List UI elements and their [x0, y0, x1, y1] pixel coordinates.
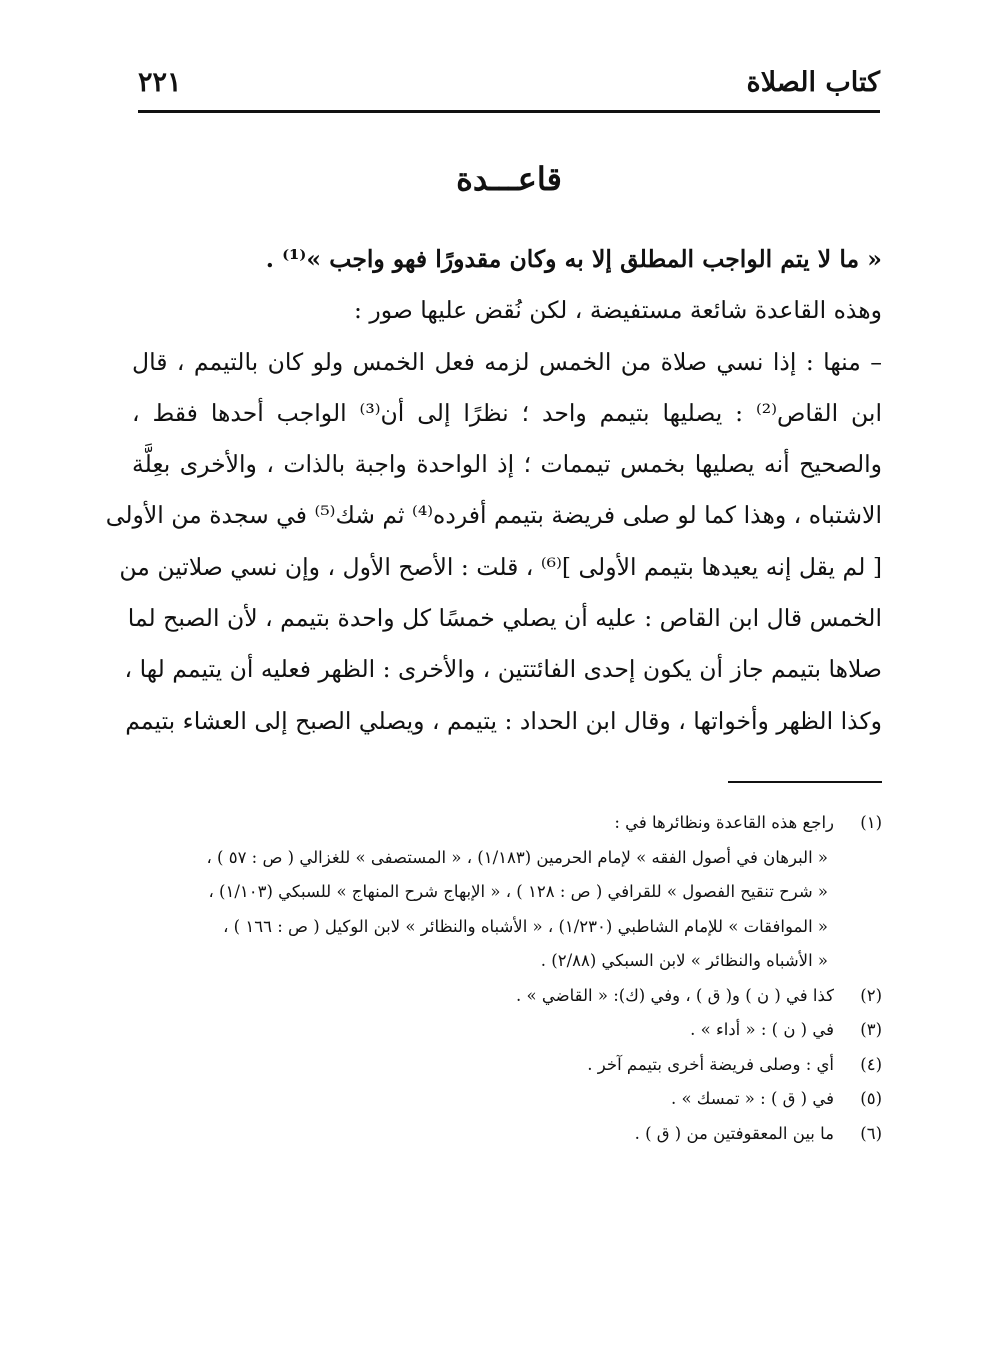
text-line: [ لم يقل إنه يعيدها بتيمم الأولى ]⁽⁶⁾ ، قلت : الأصح الأول ، وإن نسي صلاتين من [119, 552, 882, 581]
main-text [105, 234, 882, 747]
header-rule [138, 110, 880, 113]
section-title: قاعـــدة [456, 160, 562, 198]
footnote-item [132, 1082, 882, 1117]
footnote-continuation [132, 875, 882, 910]
footnote-text: ما بين المعقوفتين من ( ق ) . [634, 1123, 834, 1143]
footnote-number: (٦) [860, 1123, 882, 1143]
text-line: وهذه القاعدة شائعة مستفيضة ، لكن نُقض عليها صور : [353, 296, 882, 325]
footnotes [132, 806, 882, 1151]
text-line: ابن القاص⁽²⁾ : يصليها بتيمم واحد ؛ نظرًا إلى أن⁽³⁾ الواجب أحدها فقط ، [132, 398, 882, 427]
footnote-continuation [132, 841, 882, 876]
footnote-text: « الموافقات » للإمام الشاطبي (١/٢٣٠) ، « الأشباه والنظائر » لابن الوكيل ( ص : ١٦٦ ) ، [223, 916, 828, 936]
footnote-item [132, 1013, 882, 1048]
text-line: – منها : إذا نسي صلاة من الخمس لزمه فعل الخمس ولو كان بالتيمم ، قال [132, 347, 882, 376]
footnote-number: (٢) [860, 985, 882, 1005]
footnote-text: أي : وصلى فريضة أخرى بتيمم آخر . [587, 1054, 834, 1074]
footnote-text: « البرهان في أصول الفقه » لإمام الحرمين (١/١٨٣) ، « المستصفى » للغزالي ( ص : ٥٧ ) ، [206, 847, 828, 867]
rule-statement: « ما لا يتم الواجب المطلق إلا به وكان مقدورًا فهو واجب »⁽¹⁾ . [265, 245, 882, 273]
text-line: وكذا الظهر وأخواتها ، وقال ابن الحداد : يتيمم ، ويصلي الصبح إلى العشاء بتيمم [125, 706, 882, 735]
footnote-item [132, 1048, 882, 1083]
running-header [138, 60, 880, 104]
footnote-continuation [132, 944, 882, 979]
text-line: والصحيح أنه يصليها بخمس تيممات ؛ إذ الواحدة واجبة بالذات ، والأخرى بعِلَّة [132, 450, 882, 479]
footnote-item [132, 1117, 882, 1152]
footnote-text: « شرح تنقيح الفصول » للقرافي ( ص : ١٢٨ ) ، « الإبهاج شرح المنهاج » للسبكي (١/١٠٣) ، [208, 882, 828, 901]
text-line: الخمس قال ابن القاص : عليه أن يصلي خمسًا كل واحدة بتيمم ، لأن الصبح لما [127, 604, 882, 633]
footnote-text: في ( ن ) : « أداء » . [690, 1020, 834, 1039]
footnote-item [132, 979, 882, 1014]
footnote-continuation [132, 910, 882, 945]
footnote-text: راجع هذه القاعدة ونظائرها في : [614, 813, 834, 832]
text-line: صلاها بتيمم جاز أن يكون إحدى الفائتتين ، والأخرى : الظهر فعليه أن يتيمم لها ، [124, 655, 882, 684]
chapter-title: كتاب الصلاة [746, 66, 880, 98]
footnote-text: كذا في ( ن ) و( ق ) ، وفي (ك): « القاضي » . [516, 985, 834, 1005]
footnote-separator [728, 781, 882, 783]
text-line: الاشتباه ، وهذا كما لو صلى فريضة بتيمم أفرده⁽⁴⁾ ثم شك⁽⁵⁾ في سجدة من الأولى [105, 501, 882, 530]
footnote-number: (١) [860, 813, 882, 832]
page-number: ٢٢١ [138, 66, 182, 98]
footnote-number: (٥) [860, 1089, 882, 1108]
footnote-text: في ( ق ) : « تمسك » . [670, 1089, 834, 1108]
footnote-number: (٣) [860, 1020, 882, 1039]
footnote-text: « الأشباه والنظائر » لابن السبكي (٢/٨٨) . [540, 951, 828, 970]
footnote-item [132, 806, 882, 841]
footnote-number: (٤) [860, 1054, 882, 1074]
